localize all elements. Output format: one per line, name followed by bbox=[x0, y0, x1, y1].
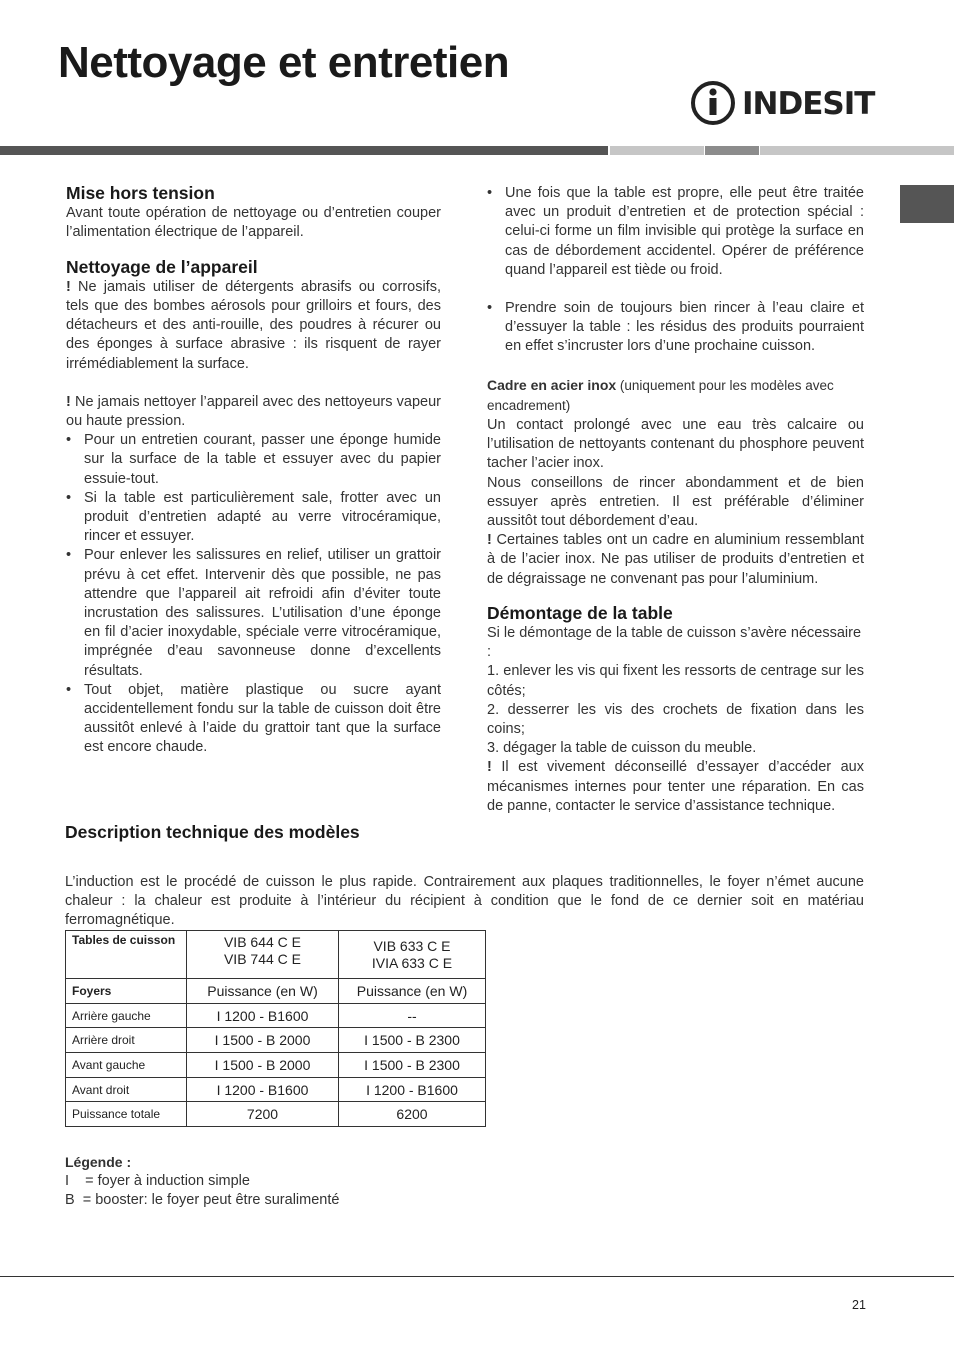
page-number: 21 bbox=[852, 1298, 866, 1312]
demontage-intro: Si le démontage de la table de cuisson s’avère nécessaire : bbox=[487, 625, 862, 661]
legend-item: B = booster: le foyer peut être suralimenté bbox=[65, 1192, 340, 1209]
indesit-logo bbox=[690, 80, 875, 126]
list-item: • Tout objet, matière plastique ou sucre ayant accidentellement fondu sur la table de cuisson doit être aussitôt enlevé à l’aide du grattoir tant que la surface est encore chaude. bbox=[66, 681, 441, 756]
header-bar-dark bbox=[0, 146, 608, 155]
warning-mark: ! bbox=[66, 393, 71, 410]
legend bbox=[65, 1153, 339, 1211]
inox-heading: Cadre en acier inox (uniquement pour les modèles avec encadrement) bbox=[487, 376, 834, 413]
section-title-demontage: Démontage de la table bbox=[487, 602, 673, 623]
list-item: • Si la table est particulièrement sale, frotter avec un produit d’entretien adapté au verre vitrocéramique, rincer et essuyer. bbox=[66, 489, 441, 545]
page-title: Nettoyage et entretien bbox=[58, 38, 510, 87]
table-cell: I 1500 - B 2000 bbox=[187, 1028, 339, 1053]
inox-warning: ! Certaines tables ont un cadre en aluminium ressemblant à de l’acier inox. Ne pas utiliser de produits d’entretien et de dégraissage ne convenant pas pour l’aluminium. bbox=[487, 532, 864, 587]
demontage-warning: ! Il est vivement déconseillé d’essayer d’accéder aux mécanismes internes pour tenter une réparation. En cas de panne, contacter le service d’assistance technique. bbox=[487, 759, 864, 814]
warning-mark: ! bbox=[487, 759, 492, 776]
table-cell: I 1200 - B1600 bbox=[187, 1078, 339, 1102]
brand-name: INDESIT bbox=[742, 86, 875, 122]
induction-intro: L’induction est le procédé de cuisson le plus rapide. Contrairement aux plaques traditionnelles, le foyer n’émet aucune chaleur : la chaleur est produite à l’intérieur du récipient à condition que le fond de ce dernier soit en matériau ferromagnétique. bbox=[65, 874, 864, 929]
spec-table bbox=[65, 930, 486, 1127]
header-bar-mid bbox=[705, 146, 759, 155]
table-header-foyers: Foyers bbox=[66, 979, 187, 1004]
table-row bbox=[66, 1053, 486, 1078]
indesit-i-icon bbox=[690, 80, 738, 126]
warning-vapeur: ! Ne jamais nettoyer l’appareil avec des nettoyeurs vapeur ou haute pression. bbox=[66, 393, 441, 430]
table-cell: I 1500 - B 2300 bbox=[339, 1053, 486, 1078]
header-bar-light bbox=[610, 146, 704, 155]
left-column bbox=[66, 184, 441, 758]
table-cell-label: Arrière gauche bbox=[66, 1004, 187, 1028]
section-title-nettoyage: Nettoyage de l’appareil bbox=[66, 256, 258, 277]
table-cell: I 1500 - B 2000 bbox=[187, 1053, 339, 1078]
table-cell: I 1200 - B1600 bbox=[339, 1078, 486, 1102]
list-item: • Une fois que la table est propre, elle peut être traitée avec un produit d’entretien et de protection spécial : celui-ci forme un film invisible qui protège la surface en cas de débordement accidentel. Opérer de préférence quand l’appareil est tiède ou froid. bbox=[487, 185, 864, 278]
right-column bbox=[487, 184, 864, 816]
table-header-puissance-1: Puissance (en W) bbox=[187, 979, 339, 1004]
table-cell-total-2: 6200 bbox=[339, 1102, 486, 1127]
section-title-mise-hors-tension: Mise hors tension bbox=[66, 183, 215, 203]
inox-paragraph-1: Un contact prolongé avec une eau très calcaire ou l’utilisation de nettoyants contenant du phosphore peuvent tacher l’acier inox. bbox=[487, 417, 864, 472]
table-header-puissance-2: Puissance (en W) bbox=[339, 979, 486, 1004]
table-row bbox=[66, 1078, 486, 1102]
table-cell-label: Avant gauche bbox=[66, 1053, 187, 1078]
warning-mark: ! bbox=[487, 532, 492, 549]
list-item: • Pour un entretien courant, passer une éponge humide sur la surface de la table et essuyer avec du papier essuie-tout. bbox=[66, 432, 441, 487]
list-item: • Pour enlever les salissures en relief, utiliser un grattoir prévu à cet effet. Intervenir dès que possible, ne pas attendre que l’appareil ait refroidi afin d’éviter toute incrustation des salissures. L’utilisation d’une éponge en fil d’acier inoxydable, spéciale verre vitrocéramique, imprégnée d’eau savonneuse donne d’excellents résultats. bbox=[66, 547, 441, 679]
table-cell-total-1: 7200 bbox=[187, 1102, 339, 1127]
table-header-model-2: VIB 633 C E IVIA 633 C E bbox=[339, 931, 486, 979]
warning-mark: ! bbox=[66, 278, 71, 295]
warning-abrasifs: ! Ne jamais utiliser de détergents abrasifs ou corrosifs, tels que des bombes aérosols pour grilloirs et fours, des détacheurs et des anti-rouille, des poudres à récurer ou des éponges à surface abrasive : ils risquent de rayer irrémédiablement la surface. bbox=[66, 278, 441, 372]
legend-item: I = foyer à induction simple bbox=[65, 1173, 250, 1190]
table-header-model-1: VIB 644 C E VIB 744 C E bbox=[187, 931, 339, 979]
section-title-description: Description technique des modèles bbox=[65, 822, 360, 842]
table-cell: I 1500 - B 2300 bbox=[339, 1028, 486, 1053]
side-language-tab bbox=[900, 185, 954, 223]
table-cell-label: Puissance totale bbox=[66, 1102, 187, 1127]
table-row bbox=[66, 1028, 486, 1053]
header-color-bar bbox=[0, 146, 954, 155]
demontage-step-3: 3. dégager la table de cuisson du meuble. bbox=[487, 740, 757, 757]
footer-divider bbox=[0, 1276, 954, 1277]
demontage-step-1: 1. enlever les vis qui fixent les ressorts de centrage sur les côtés; bbox=[487, 663, 864, 699]
table-header-tables: Tables de cuisson bbox=[66, 931, 187, 979]
inox-paragraph-2: Nous conseillons de rincer abondamment et de bien essuyer après entretien. Il est préférable d’éliminer aussitôt tout débordement d’eau. bbox=[487, 474, 864, 530]
table-cell-label: Avant droit bbox=[66, 1078, 187, 1102]
table-row bbox=[66, 1004, 486, 1028]
mise-hors-tension-text: Avant toute opération de nettoyage ou d’entretien couper l’alimentation électrique de l’appareil. bbox=[66, 205, 441, 241]
list-item: • Prendre soin de toujours bien rincer à l’eau claire et d’essuyer la table : les résidus des produits pourraient en effet s’incruster lors d’une prochaine cuisson. bbox=[487, 300, 864, 355]
table-row bbox=[66, 931, 486, 979]
demontage-step-2: 2. desserrer les vis des crochets de fixation dans les coins; bbox=[487, 701, 864, 738]
legend-title: Légende : bbox=[65, 1154, 132, 1170]
table-cell: I 1200 - B1600 bbox=[187, 1004, 339, 1028]
table-cell: -- bbox=[339, 1004, 486, 1028]
header-bar-light-end bbox=[760, 146, 954, 155]
table-cell-label: Arrière droit bbox=[66, 1028, 187, 1053]
table-row bbox=[66, 1102, 486, 1127]
table-row bbox=[66, 979, 486, 1004]
